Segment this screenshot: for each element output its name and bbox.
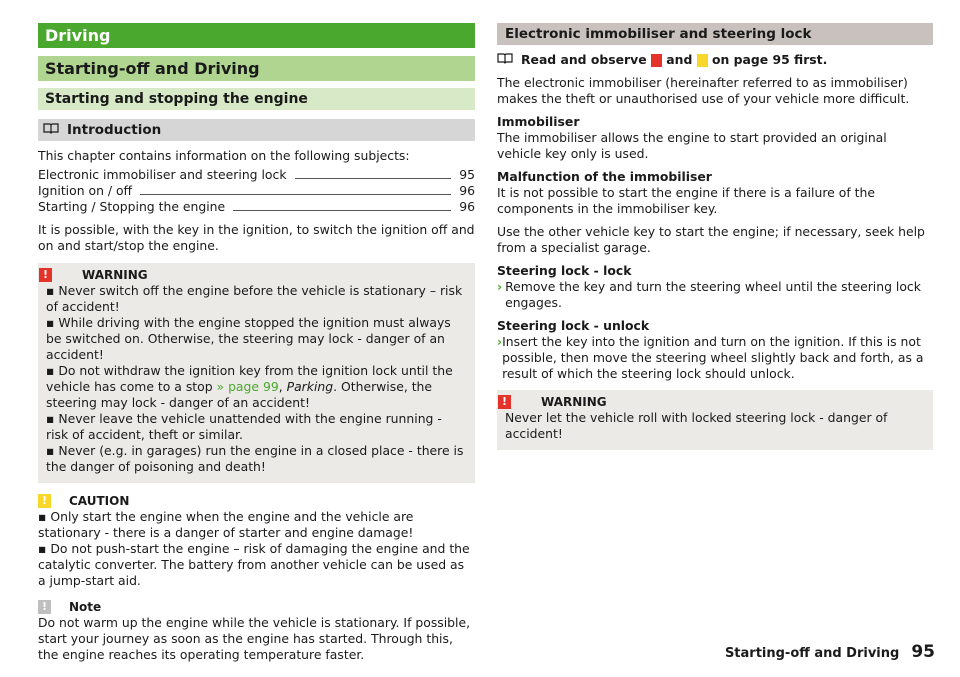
toc-label: Starting / Stopping the engine — [38, 199, 226, 214]
warning-icon: ! — [39, 268, 52, 282]
warning-title: WARNING — [541, 395, 607, 409]
warning-text: Never let the vehicle roll with locked steering lock - danger of accident! — [505, 410, 888, 441]
toc-label: Ignition on / off — [38, 183, 133, 198]
paragraph: The immobiliser allows the engine to start provided an original vehicle key only is used. — [497, 130, 887, 161]
toc-page: 96 — [459, 199, 475, 214]
chapter-title: Driving — [38, 23, 475, 48]
note-text: Do not warm up the engine while the vehicle is stationary. If possible, start your journey as soon as the engine has started. Through this, the engine reaches its operating temperature faster. — [38, 615, 471, 662]
warning-icon: ! — [498, 395, 511, 409]
paragraph: It is not possible to start the engine if there is a failure of the components in the immobiliser key. — [497, 185, 875, 216]
section-heading: Electronic immobiliser and steering lock — [497, 23, 933, 45]
warning-header — [501, 394, 925, 410]
warning-box — [38, 263, 475, 483]
intro-heading — [38, 119, 475, 141]
caution-icon: ! — [38, 494, 51, 508]
warning-item: ▪ While driving with the engine stopped the ignition must always be switched on. Otherwise, the steering may lock - danger of an accident! — [46, 315, 451, 362]
section-title: Starting-off and Driving — [38, 56, 475, 81]
intro-paragraph: It is possible, with the key in the ignition, to switch the ignition off and on and start/stop the engine. — [38, 222, 475, 253]
step-arrow-icon: › — [497, 334, 503, 349]
page-number: 95 — [911, 642, 935, 662]
step: › Remove the key and turn the steering wheel until the steering lock engages. — [497, 279, 921, 310]
intro-heading-label: Introduction — [67, 122, 162, 138]
toc-label: Electronic immobiliser and steering lock — [38, 167, 287, 182]
warning-item: ▪ Never leave the vehicle unattended with the engine running - risk of accident, theft or similar. — [46, 411, 442, 442]
warning-item: ▪ Never (e.g. in garages) run the engine in a closed place - there is the danger of poisoning and death! — [46, 443, 464, 474]
toc-page: 96 — [459, 183, 475, 198]
step: › Insert the key into the ignition and turn on the ignition. If this is not possible, then move the steering wheel slightly back and forth, as a result of which the steering lock should unlock. — [497, 334, 924, 381]
malfunction-heading: Malfunction of the immobiliser — [497, 169, 712, 184]
intro-text: This chapter contains information on the following subjects: — [38, 148, 410, 163]
note-icon: ! — [38, 600, 51, 614]
warning-item: ▪ Never switch off the engine before the vehicle is stationary – risk of accident! — [46, 283, 463, 314]
read-observe-line: Read and observe and on page 95 first. — [497, 52, 933, 68]
page-footer — [725, 642, 935, 662]
toc-item[interactable] — [38, 199, 475, 215]
warning-title: WARNING — [82, 268, 148, 282]
book-icon — [497, 52, 513, 68]
note-title: Note — [69, 600, 102, 614]
subsection-title: Starting and stopping the engine — [38, 88, 475, 110]
note-header — [38, 599, 475, 615]
caution-header — [38, 493, 475, 509]
footer-title: Starting-off and Driving — [724, 646, 900, 661]
toc-list — [38, 167, 475, 215]
toc-item[interactable] — [38, 167, 475, 183]
caution-icon — [697, 54, 708, 67]
warning-item: ▪ Do not withdraw the ignition key from the ignition lock until the vehicle has come to a stop » page 99, Parking. Otherwise, the steering may lock - danger of an accident! — [46, 363, 453, 410]
right-column — [497, 23, 933, 450]
immobiliser-heading: Immobiliser — [497, 114, 580, 129]
toc-page: 95 — [459, 167, 475, 182]
caution-item: ▪ Do not push-start the engine – risk of damaging the engine and the catalytic converter. The battery from another vehicle can be used as a jump-start aid. — [38, 541, 470, 588]
book-icon — [43, 119, 59, 141]
page-link[interactable]: » page 99 — [216, 379, 279, 394]
steering-lock-heading: Steering lock - lock — [497, 263, 632, 278]
caution-item: ▪ Only start the engine when the engine and the vehicle are stationary - there is a danger of starter and engine damage! — [38, 509, 414, 540]
warning-header — [42, 267, 467, 283]
left-column — [38, 23, 475, 663]
toc-item[interactable] — [38, 183, 475, 199]
step-arrow-icon: › — [497, 279, 503, 294]
paragraph: The electronic immobiliser (hereinafter referred to as immobiliser) makes the theft or unauthorised use of your vehicle more difficult. — [497, 75, 910, 106]
caution-title: CAUTION — [69, 494, 130, 508]
paragraph: Use the other vehicle key to start the engine; if necessary, seek help from a specialist garage. — [497, 224, 925, 255]
steering-unlock-heading: Steering lock - unlock — [497, 318, 650, 333]
warning-icon — [651, 54, 662, 67]
warning-box — [497, 390, 933, 450]
